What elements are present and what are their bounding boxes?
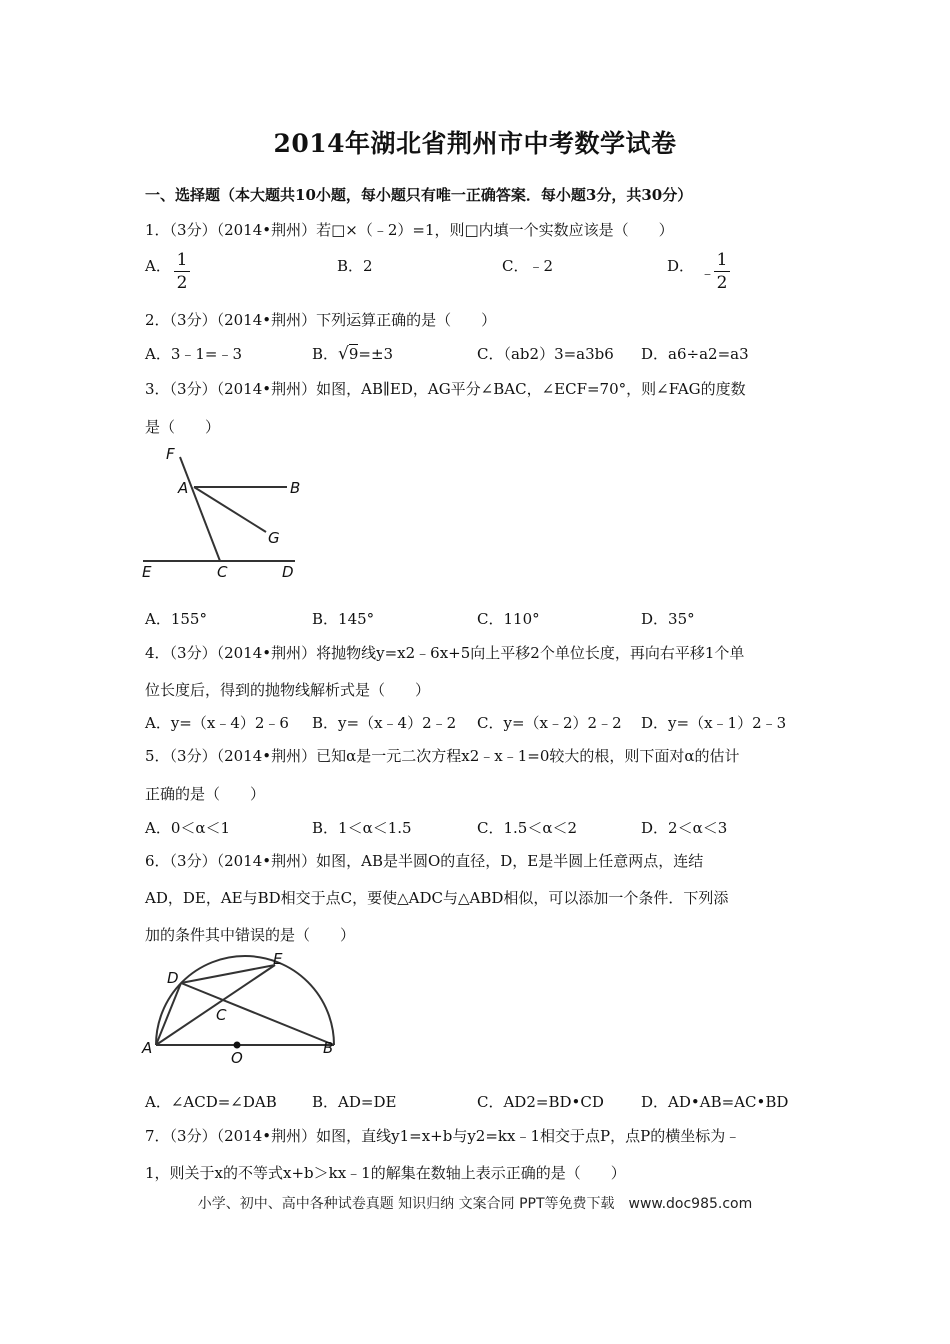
question-7-stem-line1: 7．（3分）（2014•荆州）如图，直线y1=x+b与y2=kx﹣1相交于点P，点P的横坐标为﹣ [145, 1127, 741, 1145]
q5-option-c: C．1.5＜α＜2 [477, 819, 578, 837]
q6-option-d: D．AD•AB=AC•BD [641, 1093, 789, 1111]
question-6-stem-line3: 加的条件其中错误的是（ ） [145, 926, 356, 944]
q2-option-b-rest: =±3 [358, 345, 394, 363]
fig-label-C: C [217, 563, 228, 581]
fraction-denominator: 2 [176, 273, 188, 293]
q1-option-d-sign: ﹣ [700, 264, 716, 282]
fig-label-F: F [166, 445, 175, 463]
q4-option-c: C．y=（x﹣2）2﹣2 [477, 714, 622, 732]
page-footer: 小学、初中、高中各种试卷真题 知识归纳 文案合同 PPT等免费下载 www.doc985.com [197, 1196, 753, 1212]
q5-option-a: A．0＜α＜1 [145, 819, 231, 837]
q6-figure [140, 948, 340, 1066]
question-5-stem-line1: 5．（3分）（2014•荆州）已知α是一元二次方程x2﹣x﹣1=0较大的根，则下面对α的估计 [145, 747, 740, 765]
q1-option-a-fraction [174, 250, 190, 293]
question-3-stem-line2: 是（ ） [145, 418, 221, 436]
q6-option-a: A．∠ACD=∠DAB [145, 1093, 277, 1111]
fig-label-C: C [216, 1006, 227, 1024]
fig-label-E: E [273, 950, 283, 968]
q3-option-a: A．155° [145, 610, 207, 628]
q5-option-b: B．1＜α＜1.5 [312, 819, 412, 837]
fig-label-O: O [231, 1049, 243, 1066]
question-6-stem-line1: 6．（3分）（2014•荆州）如图，AB是半圆O的直径，D，E是半圆上任意两点，连结 [145, 852, 704, 870]
q2-radicand: 9 [348, 345, 359, 363]
page-title: 2014年湖北省荆州市中考数学试卷 [273, 129, 677, 158]
question-1-stem: 1．（3分）（2014•荆州）若□×（﹣2）=1，则□内填一个实数应该是（ ） [145, 221, 674, 239]
q1-option-d-label: D． [667, 257, 695, 275]
q2-option-a: A．3﹣1=﹣3 [145, 345, 243, 363]
q2-option-b-label: B． [312, 345, 339, 363]
fig-label-B: B [323, 1039, 334, 1057]
fig-label-A: A [142, 1039, 153, 1057]
q2-option-b [312, 343, 393, 364]
q5-option-d: D．2＜α＜3 [641, 819, 728, 837]
q4-option-b: B．y=（x﹣4）2﹣2 [312, 714, 457, 732]
fraction-denominator: 2 [716, 273, 728, 293]
radical-sign-icon: √ [338, 344, 349, 364]
fig-label-G: G [268, 529, 280, 547]
question-4-stem-line1: 4．（3分）（2014•荆州）将抛物线y=x2﹣6x+5向上平移2个单位长度，再向右平移1个单 [145, 644, 745, 662]
fig-label-D: D [167, 969, 179, 987]
question-4-stem-line2: 位长度后，得到的抛物线解析式是（ ） [145, 681, 431, 699]
fraction-numerator: 1 [716, 250, 728, 270]
q1-option-d-fraction [714, 250, 730, 293]
q2-option-c: C．（ab2）3=a3b6 [477, 345, 614, 363]
fraction-numerator: 1 [176, 250, 188, 270]
question-6-stem-line2: AD，DE，AE与BD相交于点C，要使△ADC与△ABD相似，可以添加一个条件．下列添 [145, 889, 729, 907]
q4-option-d: D．y=（x﹣1）2﹣3 [641, 714, 787, 732]
q1-option-a-label: A． [145, 257, 171, 275]
fig-label-A: A [178, 479, 189, 497]
q6-option-b: B．AD=DE [312, 1093, 397, 1111]
question-2-stem: 2．（3分）（2014•荆州）下列运算正确的是（ ） [145, 311, 497, 329]
fig-label-B: B [290, 479, 301, 497]
q3-figure [140, 444, 310, 584]
q3-option-d: D．35° [641, 610, 695, 628]
q4-option-a: A．y=（x﹣4）2﹣6 [145, 714, 289, 732]
q1-option-b: B．2 [337, 257, 373, 275]
q3-option-b: B．145° [312, 610, 375, 628]
q2-option-d: D．a6÷a2=a3 [641, 345, 749, 363]
q3-option-c: C．110° [477, 610, 540, 628]
fig-label-E: E [142, 563, 152, 581]
fig-label-D: D [282, 563, 294, 581]
q1-option-c: C．﹣2 [502, 257, 554, 275]
section-heading: 一、选择题（本大题共10小题，每小题只有唯一正确答案．每小题3分，共30分） [145, 186, 693, 204]
question-3-stem-line1: 3．（3分）（2014•荆州）如图，AB∥ED，AG平分∠BAC，∠ECF=70°，则∠FAG的度数 [145, 380, 746, 398]
q6-option-c: C．AD2=BD•CD [477, 1093, 604, 1111]
question-5-stem-line2: 正确的是（ ） [145, 785, 266, 803]
question-7-stem-line2: 1，则关于x的不等式x+b＞kx﹣1的解集在数轴上表示正确的是（ ） [145, 1164, 626, 1182]
